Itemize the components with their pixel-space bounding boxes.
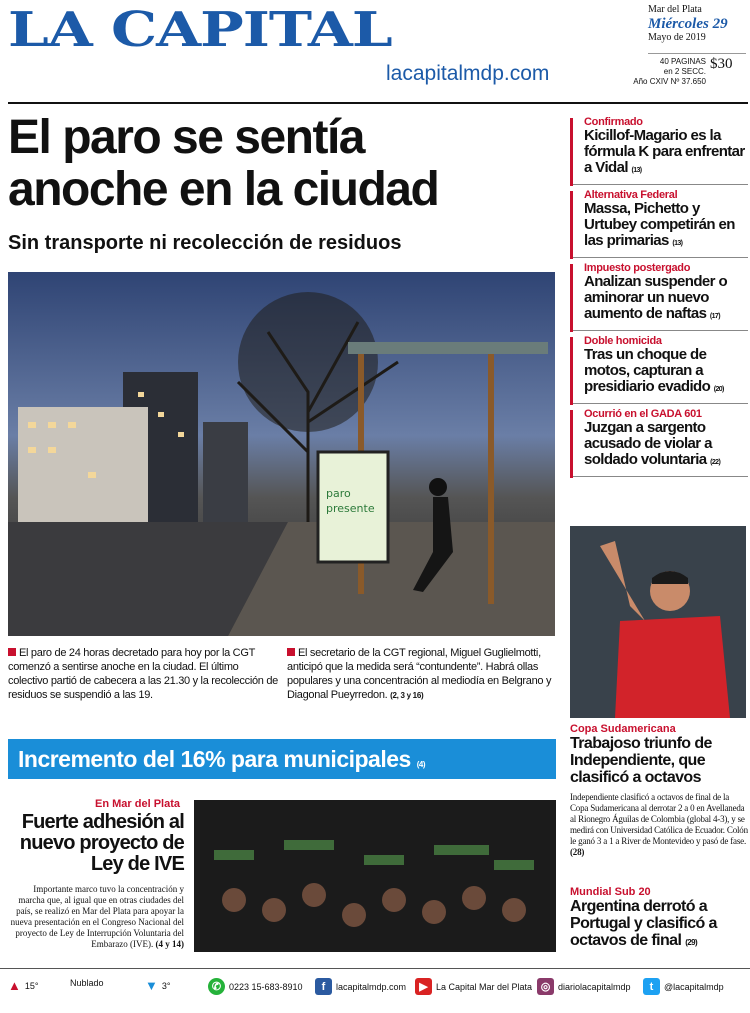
brief-title [584,420,748,471]
copa-body [570,792,748,858]
mundial-title-text: Argentina derrotó a Portugal y clasificó a octavos de final [570,898,717,949]
masthead-logo: LA CAPITAL [8,1,392,58]
brief-title [584,347,748,398]
brief-ref: (22) [710,459,721,466]
ive-title[interactable]: Fuerte adhesión al nuevo proyecto de Ley de IVE [19,811,184,875]
masthead-rule [8,102,748,104]
brief-kicker: Ocurrió en el GADA 601 [584,408,702,420]
lead-headline-line1: El paro se sentía [8,111,364,164]
brief-title-text: Massa, Pichetto y Urtubey competirán en las primarias [584,200,735,249]
ive-photo-crowd[interactable] [194,800,556,952]
brief-title [584,128,748,179]
bullet-square [8,648,16,656]
triangle-up-icon: ▲ [8,978,21,993]
brief-kicker: Impuesto postergado [584,262,691,274]
triangle-down-icon: ▼ [145,978,158,993]
bus-ad-text2: presente [326,502,375,515]
brief-accent-bar [570,191,573,259]
twitter-icon: t [643,978,660,995]
ive-kicker: En Mar del Plata [95,798,180,810]
copa-story[interactable] [570,723,748,858]
brief-kicker: Confirmado [584,116,643,128]
temp-min: 3° [161,980,171,991]
lead-ref: (2, 3 y 16) [390,691,424,700]
bus-ad-text1: paro [326,487,351,500]
weather-condition: Nublado [70,978,104,988]
brief-massa[interactable] [570,185,748,258]
footer-facebook[interactable] [315,978,406,995]
issue-number: Año CXIV Nº 37.650 [633,77,706,86]
lead-col2-text: El secretario de la CGT regional, Miguel Guglielmotti, anticipó que la medida será “contundente”. Habrá ollas populares y una concentración al mediodía en Belgrano y Diagonal Pueyrredon. [287,647,552,701]
brief-ref: (13) [631,167,642,174]
mundial-kicker: Mundial Sub 20 [570,886,651,898]
brief-naftas[interactable] [570,258,748,331]
mundial-story[interactable] [570,886,748,951]
crowd-illustration [194,800,556,952]
brief-accent-bar [570,410,573,478]
lead-headline[interactable] [8,112,558,216]
lead-col1-text: El paro de 24 horas decretado para hoy por la CGT comenzó a sentirse anoche en la ciudad. El último colectivo partió de cabecera a las 21.30 y la recolección de residuos se suspendió a las 19. [8,647,279,701]
brief-title-text: Tras un choque de motos, capturan a presidiario evadido [584,346,711,395]
banner-ref: (4) [416,760,425,769]
whatsapp-number: 0223 15-683-8910 [229,981,303,992]
city: Mar del Plata [648,4,702,15]
brief-title-text: Analizan suspender o aminorar un nuevo aumento de naftas [584,273,728,322]
brief-accent-bar [570,264,573,332]
lead-headline-line2: anoche en la ciudad [8,163,439,216]
brief-accent-bar [570,337,573,405]
ive-text [8,884,184,950]
instagram-handle: diariolacapitalmdp [558,981,631,992]
brief-homicida[interactable] [570,331,748,404]
mundial-title [570,898,748,951]
instagram-icon: ◎ [537,978,554,995]
lead-photo-illustration [8,272,555,636]
brief-kicillof[interactable] [570,112,748,185]
bullet-square [287,648,295,656]
twitter-handle: @lacapitalmdp [664,981,724,992]
brief-title [584,201,748,252]
facebook-icon: f [315,978,332,995]
sidebar-briefs [570,112,748,477]
date-divider [648,53,746,54]
footer-whatsapp[interactable] [208,978,303,995]
page-count: 40 PAGINAS [659,57,706,66]
brief-accent-bar [570,118,573,186]
brief-kicker: Doble homicida [584,335,662,347]
sport-photo-player[interactable] [570,526,746,718]
date-box [648,4,748,44]
ive-ref: (4 y 14) [155,939,184,949]
lead-text-col2 [287,646,557,703]
municipales-banner[interactable] [8,739,556,779]
mundial-ref: (29) [685,938,698,947]
copa-title: Trabajoso triunfo de Independiente, que clasificó a octavos [570,735,712,786]
whatsapp-icon: ✆ [208,978,225,995]
weather-max [8,978,39,993]
brief-ref: (17) [709,313,720,320]
youtube-icon: ▶ [415,978,432,995]
copa-kicker: Copa Sudamericana [570,723,676,735]
website-url[interactable]: lacapitalmdp.com [386,62,550,85]
ive-body: Importante marco tuvo la concentración y marcha que, al igual que en otras ciudades del país, se realizó en Mar del Plata para apoyar la nueva presentación en el Congreso Nacional del proyecto de Ley de Interrupción Voluntaria del Embarazo (IVE). [10,884,184,949]
section-count: en 2 SECC. [663,67,706,76]
footer-twitter[interactable] [643,978,724,995]
weather-min [145,978,170,993]
copa-ref: (28) [570,847,585,857]
player-illustration [570,526,746,718]
facebook-handle: lacapitalmdp.com [336,981,407,992]
footer-instagram[interactable] [537,978,631,995]
footer-youtube[interactable] [415,978,532,995]
weekday: Miércoles 29 [648,16,728,32]
brief-title [584,274,748,325]
lead-photo-bus-stop[interactable] [8,272,555,636]
brief-ref: (20) [713,386,724,393]
brief-title-text: Kicillof-Magario es la fórmula K para enfrentar a Vidal [584,127,745,176]
brief-ref: (13) [672,240,683,247]
brief-title-text: Juzgan a sargento acusado de violar a soldado voluntaria [584,419,712,468]
price: $30 [710,56,733,72]
lead-subhead: Sin transporte ni recolección de residuos [8,232,402,254]
lead-text-col1 [8,646,278,702]
copa-body-text: Independiente clasificó a octavos de final de la Copa Sudamericana al derrotar 2 a 0 en Avellaneda al Rionegro Águilas de Colombia (global 4-3), y se medirá con Universidad Católica de Ecuador. Colón le ganó 3 a 1 a River de Montevideo y pasó de fase. [570,792,748,846]
month-year: Mayo de 2019 [648,32,706,43]
banner-text: Incremento del 16% para municipales [18,746,411,772]
brief-kicker: Alternativa Federal [584,189,678,201]
edition-info [630,57,706,87]
temp-max: 15° [24,980,39,991]
brief-gada[interactable] [570,404,748,477]
youtube-handle: La Capital Mar del Plata [436,981,533,992]
